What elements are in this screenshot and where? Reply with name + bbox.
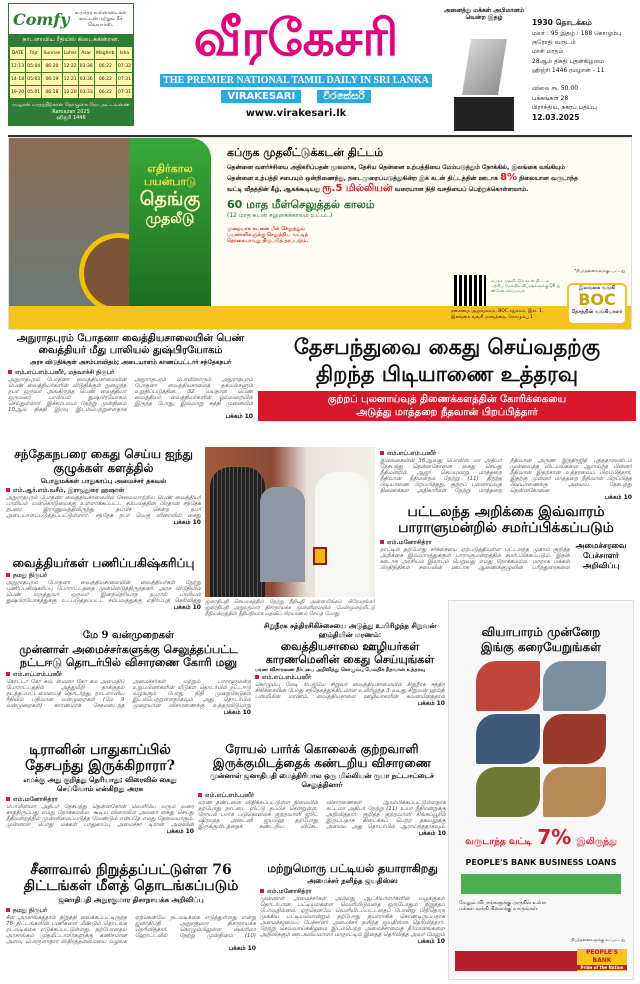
story-may9[interactable] (6, 630, 251, 717)
story-body: கோட்டா கோ கம, மைனா கோ கம அமைதிப் போராட்டத்தில் அத்துமீறி தாக்குதல் நடத்தப்பட்டமையைத் தொடர்ந்து, நாடளாவிய ரீதியில் பதிவான வன்முறைகள் (மே 9 வன்முறைகள்) காரணமாக சேதமடைந்த அமைச்சர்கள் மற்றும் பாராளுமன்ற உறுப்பினர்களின் வீடுகள் தொடர்பில் நட்டஈடு வழங்கும் போது நிதி முறைகேடுகள் இடம்பெற்றுள்ளதாகவும் அது தொடர்பில் முறையான விசாரணைக்கு உத்தரவிடுமாறு (6, 679, 251, 709)
ad-green-box (461, 874, 621, 894)
story-subhead: அரச விடுதிக்குள் அசம்பாவிதம்; அடையாளம் காணப்பட்டார் சந்தேகநபர் (29, 359, 232, 366)
story-byline: எம்.எப்.எம்.பஸீர் (6, 671, 251, 679)
story-byline: எம்.மனோசித்ரா (380, 539, 570, 547)
story-subhead: பொதுமக்கள் பாதுகாப்பு அமைச்சர் தகவல் (40, 477, 167, 485)
story-headline: பட்டலந்த அறிக்கை இவ்வாரம் பாராளுமன்றில் சமர்ப்பிக்கப்படும் (398, 504, 614, 536)
prayer-cell: 07:31 (116, 73, 132, 86)
story-byline: எம்.எப்.எம்.பஸீர் (198, 792, 446, 800)
masthead-tagline: THE PREMIER NATIONAL TAMIL DAILY IN SRI LANKA (160, 74, 432, 87)
page-ref: பக்கம் 10 (166, 828, 194, 835)
ad-note: முறையாக கடனை மீள் செலுத்தும் பயனாளிகளுக்கு செலுத்திய வட்டித் தொகையாவது திருப்பித் தரப்படும். (227, 226, 309, 244)
prayer-footer-title: ரமழான் மாதத்திற்கான தொழுகை நேர அட்டவணை (12, 102, 130, 108)
award-text: அனைத்து மக்கள் அபிமானம் வென்ற இதழ் (443, 7, 525, 21)
prayer-cell: 06:22 (94, 73, 116, 86)
lead-banner: குற்றப் புலனாய்வுத் திணைக்களத்தின் கோரிக்கையை அடுத்து மாத்தறை நீதவான் பிறப்பித்தார் (258, 391, 636, 421)
ad-headline-1: வியாபாரம் முன்னேற (481, 625, 601, 639)
prayer-cell: 06:19 (42, 73, 62, 86)
ad-grace: (12 மாத கடன் சலுகைக்காலம் உட்பட) (227, 212, 333, 219)
ad-term: 60 மாத மீள்செலுத்தல் காலம் (227, 198, 375, 211)
rate-value: 7% (537, 825, 572, 849)
masthead-name-en: VIRAKESARI (221, 90, 301, 103)
prayer-cell: 05:03 (26, 73, 42, 86)
ad-product: PEOPLE'S BANK BUSINESS LOANS (465, 858, 617, 867)
prayer-banner: நாடளாவிய ரீதியில் கிடைக்கின்றன. (9, 34, 133, 46)
story-byline: எம்.ஆர்.எம்.வசீம், இராஜதுரை ஹஷான் (6, 487, 201, 495)
page-ref: பக்கம் 10 (604, 494, 632, 501)
news-photo (205, 447, 375, 597)
hijri-date: ஹிஜ்ரி 1446 ரமழான் - 11 (532, 66, 605, 74)
story-batalanda[interactable] (380, 504, 632, 571)
page-ref: பக்கம் 10 (417, 938, 445, 945)
ad-body: தென்னை வளர்ச்சியை அதிகரிப்பதன் மூலமாக, தேசிய தென்னை உற்பத்தியை மேம்படுத்தும் நோக்கில், இலங்கை வங்கியும் தென்னை உற்பத்தி சபையும் ஒன்றிணைந்து, நடைமுறைப்படுத்துகின்ற இக் கடன் திட்டத்தின் ஊடாக 8% நிலையான வருடாந்த வட்டி வீதத்தின் கீழ், ஆகக்கூடியது ரூ.5 மில்லியன் வரையான நிதி வசதியைப் பெற்றுக்கொள்ளலாம். (227, 164, 578, 194)
prayer-cell: 03:33 (78, 86, 94, 99)
boc-logo: இலங்கை வங்கி BOC தேசத்தின் வங்கியாளர் (567, 283, 627, 325)
peoples-bank-ad[interactable] (448, 600, 634, 980)
prayer-cell: 06:22 (94, 86, 116, 99)
prayer-cell: 12:22 (62, 60, 78, 73)
prayer-footer (9, 99, 133, 125)
website-link[interactable]: www.virakesari.lk (245, 108, 347, 119)
story-china-projects[interactable] (6, 862, 256, 953)
story-byline: எம்.எப்.எம்.பஸீர், மதவாச்சி நிருபர் (8, 369, 253, 377)
story-royal-park[interactable] (198, 742, 446, 838)
prayer-table (9, 46, 133, 99)
story-subhead: ஜனாதிபதி அநுரகுமார திசாநாயக்க அறிவிப்பு (58, 896, 204, 904)
story-strike[interactable] (6, 556, 201, 612)
photo-caption: ஜனாதிபதி செயலகத்தில் நேற்று நீதிபதி அன்னலிங்கம் பிரேமசங்கர் ஜனாதிபதி அநுரகுமார திசாநாயக்க முன்னிலையில் மேன்முறையீட்டு நீதிமன்றத்தின் நீதிபதியாக பதவிப் பிரமாணம் செய்த போது. (205, 599, 375, 617)
lead-headline: தேசபந்துவை கைது செய்வதற்கு திறந்த பிடியாணை உத்தரவு (293, 334, 601, 386)
prayer-row (10, 73, 133, 86)
story-byline: எம்.எப்.எம்.பஸீர் (255, 674, 445, 682)
prayer-footer-sub: Ramazan 2025 (52, 108, 90, 115)
prayer-cell: 05:01 (26, 86, 42, 99)
prayer-cell: 12:21 (62, 73, 78, 86)
prayer-cell: 03:38 (78, 60, 94, 73)
story-suspects[interactable] (6, 447, 201, 527)
story-subhead: மரண விசாரணை தீர்ப்பை அறிவித்து கொழும்பு மேலதிக நீதவான் உத்தரவு (255, 667, 426, 673)
prayer-cell: 05:04 (26, 60, 42, 73)
prayer-cell: 06:18 (42, 86, 62, 99)
volume: மலர் : 95 இதழ் : 188 கொழும்பு (532, 29, 622, 37)
masthead (160, 8, 432, 120)
page-ref: பக்கம் 10 (173, 519, 201, 526)
tamil-day: 28ஆம் திகதி புதன்கிழமை (532, 57, 604, 65)
page-ref: பக்கம் 10 (228, 945, 256, 952)
story-hamdi[interactable] (255, 621, 445, 708)
qr-code-icon[interactable] (454, 275, 486, 307)
page-ref: பக்கம் 10 (223, 709, 251, 716)
page-ref: பக்கம் 10 (418, 830, 446, 837)
bank-address: தலைமை அலுவலகம், BOC சதுக்கம், இல. 1, இலங்கை வங்கி மாவத்தை, கொழும்பு 1 (451, 309, 544, 320)
story-headline: ரோயல் பார்க் கொலைக் குற்றவாளி இருக்குமிடத்தைக் கண்டறிய விசாரணை (213, 742, 431, 770)
page-ref: பக்கம் 10 (173, 604, 201, 611)
masthead-title: வீரகேசரி (193, 8, 399, 67)
prayer-cell: 06:20 (42, 60, 62, 73)
ad-rate: வருடாந்த வட்டி 7% இலிருந்து (465, 825, 617, 849)
page-ref: பக்கம் 10 (417, 700, 445, 707)
prayer-cell: 06:22 (94, 60, 116, 73)
award-trophy-icon (440, 5, 528, 133)
ad-contact: மேலும் விபரங்களுக்கு அருகில் உள்ள மக்கள் வங்கி கிளைக்கு வாருங்கள். (459, 900, 547, 912)
story-side-label: அமைச்சரவை பேச்சாளர் அறிவிப்பு (575, 541, 627, 570)
ad-terms: *நிபந்தனைகளுக்குட்பட்டது (574, 268, 625, 273)
story-body: அநுராதபுரம் போதனா வைத்தியசாலையின் வைத்தியர்கள் நேற்று பணிப்பகிஷ்கரிப்பு போராட்டத்தை முன்னெடுத்திருந்தனர். அரச விடுதியில் பெண் மருத்துவர் ஒருவர் இனந்தெரியாத நபரால் பாலியல் துஷ்பிரயோகத்துக்கு உட்படுத்தப்பட்ட சம்பவத்துக்கு எதிர்ப்புத் தெரிவித்து (6, 580, 201, 604)
story-subhead: அமைச்சர் நளிந்த ஜயதிஸ்ஸ (307, 877, 398, 885)
story-tiran[interactable] (6, 742, 194, 836)
ad-heading: கப்ருக முதலீட்டுக்கடன் திட்டம் (227, 146, 384, 159)
page-ref: பக்கம் 10 (225, 413, 253, 420)
edition-region: பிராந்திய, நகரப் பதிப்பு (532, 104, 597, 111)
flag-icon (313, 547, 327, 565)
prayer-cell: Maghrib (94, 47, 116, 60)
story-body: கொழும்பு லேடி ரிட்ஜ்வே சிறுவர் வைத்தியசாலையில் சிறுநீரக சத்திர சிகிச்சையின் போது சந்தேகத்துக்கிடமான உயிரிழந்த 3 வயது சிறுவன் ஹம்தி பஸ்லீமின் மரணம், வைத்தியசாலை ஊழியர்களின் கவனயீனத்தால் (255, 682, 445, 700)
story-headline: அநுராதபுரம் போதனா வைத்தியசாலையின் பெண் வைத்தியர் மீது பாலியல் துஷ்பிரயோகம் (16, 333, 245, 356)
ad-headline-2: இங்கு கரையேறுங்கள் (480, 640, 602, 654)
page-count: பக்கங்கள் 28 (532, 94, 569, 102)
prayer-cell: Fajr (26, 47, 42, 60)
story-headline: சந்தேகநபரை கைது செய்ய ஐந்து குழுக்கள் களத்தில் (14, 447, 193, 475)
ad-slogan: எதிர்கால பயன்பாடு தெங்கு முதலீடு (129, 138, 211, 308)
story-body: இலங்கையின் 36ஆவது பொலிஸ் மா அதிபர் தேசபந்து தென்னகோனை கைது செய்து நீதிமன்றில் ஆஜர் செய்யுமாறு மாத்தறை நீதிவான் நீதிமன்றம் நேற்று (11) திறந்த பிடியாணை பிறப்பித்தது. குற்றப் புலனாய்வுத் திணைக்கள அதிகாரிகள் நேற்று மாத்தறை நீதிவான் அருண இந்திரஜித் புத்ததாஸவிடம் முன்வைத்த விடயங்களை ஆராய்ந்த பின்னர் நீதிவான் இதற்கான உத்தரவைப் பிறப்பித்தார். இதற்கு முன்னர் மாத்தறை நீதிவான் பிறப்பித்த பிடியாணைக்கு அமைய தேசபந்து தென்னகோனை (380, 458, 632, 494)
tamil-month: மாசி மாதம் (532, 48, 564, 56)
edition-info (532, 17, 640, 124)
story-headline: வைத்தியசாலை ஊழியர்கள் காரணமெனின் கைது செய்யுங்கள் (265, 640, 435, 666)
story-byline: நமது நிருபர் (6, 907, 256, 915)
story-byline: எம்.மனோசித்ரா (260, 888, 445, 896)
story-body: அநுராதபுரம் போதனா வைத்தியசாலையின் பெண் வைத்தியர்களின் விடுதிக்குள் நுழைந்த நபர் ஒருவர் அங்கிருந்த பெண் வைத்தியர் ஒருவரை பாலியல் துஷ்பிரயோகம் செய்துள்ளார். இச்சம்பவம் நேற்று முன்தினம் 10ஆம் திகதி இரவு இடம்பெற்றுள்ளதாக அநுராதபுரம் பொலிஸாரும் அநுராதபுரம் போதனா வைத்தியசாலைத் தகவல்களும் உறுதிப்படுத்தின. 32 வயதான பெண் வைத்தியர், வைத்தியர்களின் ஓய்வறையில் இருந்த போது, இவ்வாறு கத்தி முனையில் (8, 377, 253, 413)
prayer-cell: Asar (78, 47, 94, 60)
business-photos (476, 661, 606, 817)
prayer-cell: Sunrise (42, 47, 62, 60)
boc-coconut-loan-ad[interactable] (8, 137, 632, 330)
prayer-cell: DATE (10, 47, 26, 60)
ad-terms: நிபந்தனைகளுக்கு உட்பட்டது (571, 937, 625, 942)
story-body: அநுராதபுரம் போதனா வைத்தியசாலையில் சேவையாற்றிய பெண் வைத்தியர் பாலியல் வன்கொடுமைக்கு உள்ளாக்கப்பட்ட சம்பவத்தின் பிரதான சந்தேக நபரை இராணுவத்திலிருந்து தப்பிச் சென்ற நபர் அடையாளப்படுத்தப்பட்டுள்ளார். சந்தேக நபர் வெகு விரைவில் கைது (6, 495, 201, 519)
story-headline: டிரானின் பாதுகாப்பில் தேசபந்து இருக்கிறாரா? (25, 742, 175, 774)
prayer-footer-sub2: ஹிஜ்ரி 1446 (56, 115, 86, 121)
lead-story[interactable] (258, 333, 636, 421)
story-body: மரண தண்டனை விதிக்கப்பட்டுள்ள நிலையில் தற்போது நாட்டை விட்டு தப்பிச் சென்றுள்ள, ரோயல் பார்க் படுகொலைக் குற்றவாளி ஜூட் ஷிரமந்த அன்டனி ஜயமஹ தற்போது இருக்குமிடத்தைக் கண்டறிய விசேட விசாரணைகள் ஆரம்பிக்கப்பட்டுள்ளதாக சட்டமா அதிபர் நேற்று (11) உயர் நீதிமன்றுக்கு அறிவித்தார். குறித்த குற்றவாளி சிங்கப்பூரில் இருப்பதாக கிடைக்கப் பெற்ற தகவலுக்கு அமைய அது தொடர்பில் ஆராய்ந்ததாகவும், (198, 800, 446, 830)
prayer-times-box (8, 3, 134, 126)
story-anuradhapura[interactable] (8, 333, 253, 421)
prayer-cell: 19-20 (10, 86, 26, 99)
prayer-cell: 03:36 (78, 73, 94, 86)
story-body: சீன அரசாங்கத்தால் நிறுத்தி வைக்கப்பட்டிருந்த 76 திட்டங்களின் பணிகளை மீண்டும் தொடங்க நடவடிக்கை எடுக்கப்பட்டுள்ளது. தற்போதைய அரசாங்கம் முதலீட்டாளர்களுக்கு கணிசமான அளவு பொருளாதார ஸ்திரத்தன்மையை வழங்க ஏற்கெனவே நடவடிக்கை எடுத்துள்ளது என்று ஜனாதிபதி அநுரகுமார திசாநாயக்க தெரிவித்தார். கொழும்பிலுள்ள ஷங்ரிலா ஹோட்டலில் நேற்று முன்தினம் (10) (6, 915, 256, 945)
prayer-cell: 12-13 (10, 60, 26, 73)
brand-tagline: உயர்தர உள்ளாடைகள் காட்டன் மற்றும் நீச் வெயார்ஸ். (75, 10, 127, 28)
prayer-header (10, 47, 133, 60)
story-byline: நமது நிருபர் (6, 572, 201, 580)
prayer-cell: 14-18 (10, 73, 26, 86)
story-kicker: மே 9 வன்முறைகள் (82, 630, 175, 641)
prayer-cell: Isha (116, 47, 132, 60)
story-headline: மற்றுமொரு பட்டியல் தயாராகிறது (267, 862, 438, 875)
qr-note: கப்ருக முதலீட்டுக் கடன் திட்டம் பற்றிய மேலதிக விபரங்களுக்கு QR ஐ ஸ்கேன் செய்யவும் (491, 278, 560, 293)
founded: 1930 தொடக்கம் (532, 18, 592, 27)
masthead-name-si: වීරකේසරී (317, 90, 370, 103)
story-headline: சீனாவால் நிறுத்தப்பட்டுள்ள 76 திட்டங்கள் மீளத் தொடங்கப்படும் (23, 862, 239, 894)
story-subhead: முன்னாள் ஜனாதிபதி மைத்திரிபால ஒரு மில்லியன் ரூபா நட்டஈட்டைச் செலுத்தினார் (210, 772, 434, 789)
prayer-cell: 07:32 (116, 60, 132, 73)
price: விலை ரூ. 50.00 (532, 85, 579, 93)
story-body: பொலிஸ்மா அதிபர் தேசபந்து தென்னகோன் வெளியே வரும் வரை காத்திருப்பது எமது நோக்கமல்ல. கூடிய விரைவில் அவரை கைது செய்து நீதிமன்றத்தில் முன்னிலைப்படுத்த வேண்டும் என்பதே எமது தேவையாகும். முன்னாள் பொது மக்கள் பாதுகாப்பு அமைச்சர் டிரான் அலஸின் (6, 804, 194, 828)
comfy-logo: Comfy (13, 9, 70, 29)
story-body: முன்னாள் அமைச்சர்கள் அல்லது ஆட்சியாளர்களின் வழக்குகள் தொடர்பான பட்டியல்களை வெளியிடுவதை ஒருபோதும் நிறுத்தப் போவதில்லை. ஏற்கெனவே வெளியிடப்பட்டதைப் போன்று பிறிதொரு முக்கிய பட்டியலொன்றும் தற்போது தயாராகிக் கொண்டிருப்பதாக அமைச்சரவைப் பேச்சாளர் அமைச்சர் நளிந்த ஜயதிஸ்ஸ தெரிவித்தார். நேற்று செவ்வாய்க்கிழமை இடம்பெற்ற அமைச்சரவைத் தீர்மானங்களை அறிவிக்கும் ஊடகவியலாளர் மாநாட்டில் இதைத் தெரிவித்த அவர் மேலும் (260, 896, 445, 938)
story-subhead: எமக்கு அது குறித்து தெரியாது; விரைவில் கைது செய்வோம் என்கிறது அரசு (23, 776, 177, 793)
story-byline: எம்.எப்.எம்.பஸீர் (380, 450, 632, 458)
lead-story-body (380, 450, 632, 502)
prayer-row (10, 60, 133, 73)
prayer-cell: Luhar (62, 47, 78, 60)
story-body: நாட்டில் தற்போது சர்ச்சையை ஏற்படுத்தியுள்ள பட்டலந்த முகாம் குறித்த அறிக்கை இவ்வாரத்துக்குள் பாராளுமன்றத்தில் சமர்ப்பிக்கப்படும். இதன் ஊடாக அரசியல் இலாபம் பெறுவது எமது நோக்கமல்ல. மாறாக மக்கள் பிரதிநிதிகள் சபையின் ஊடாக ஆணைக்குழுவின் பரிந்துரைகளை (380, 547, 570, 571)
tamil-year: குரோதி வருடம் (532, 38, 576, 46)
ad-footer-bar (9, 306, 631, 329)
story-headline: முன்னாள் அமைச்சர்களுக்கு செலுத்தப்பட்ட நட்டஈடு தொடர்பில் விசாரணை கோரி மனு (19, 643, 238, 669)
story-new-list[interactable] (260, 862, 445, 946)
story-byline: எம்.மனோசித்ரா (6, 796, 194, 804)
story-headline: வைத்தியர்கள் பணிப்பகிஷ்கரிப்பு (12, 556, 195, 570)
story-kicker: சிறுநீரக சத்திரசிகிச்சையை அடுத்து உயிரிழந்த சிறுவன் ஹம்தியின் மரணம்: (263, 621, 437, 639)
prayer-cell: 07:31 (116, 86, 132, 99)
peoples-bank-logo: PEOPLE'S BANK Pride of the Nation (577, 949, 627, 971)
issue-date: 12.03.2025 (532, 113, 580, 123)
prayer-cell: 12:20 (62, 86, 78, 99)
prayer-row (10, 86, 133, 99)
